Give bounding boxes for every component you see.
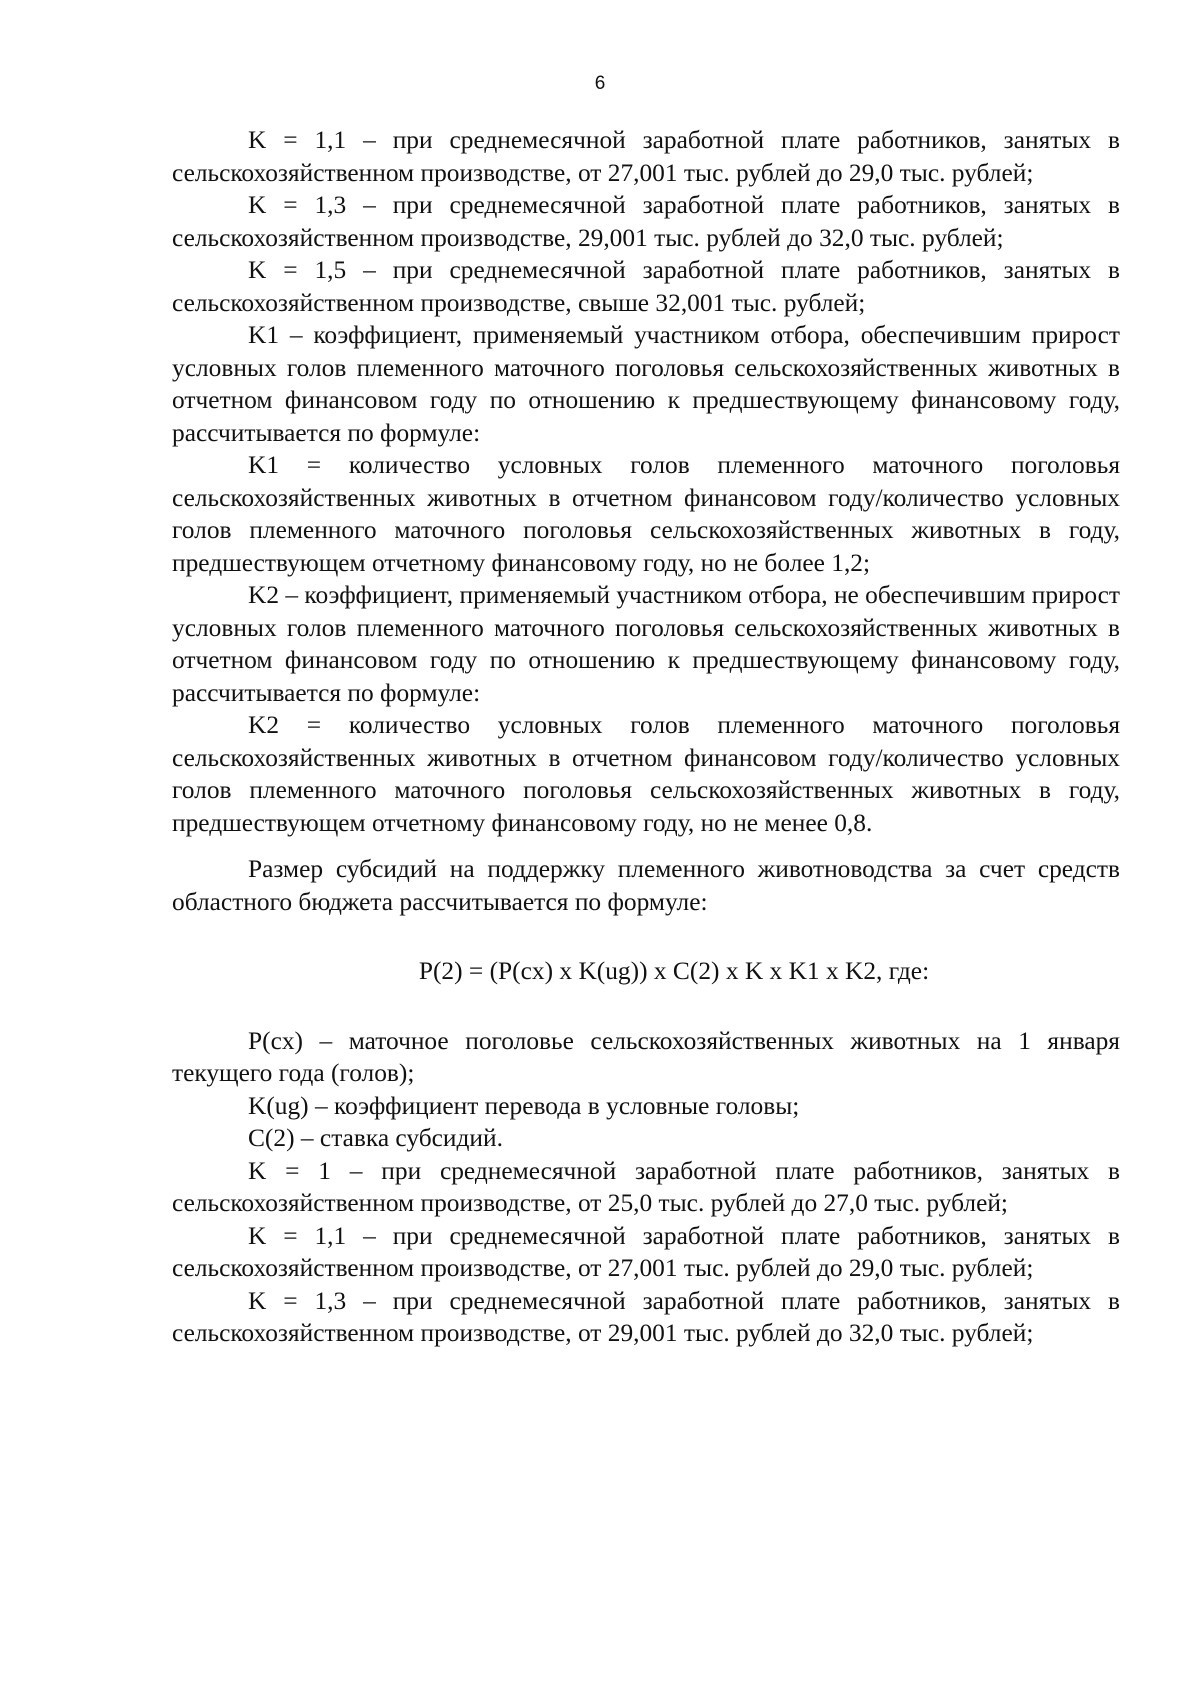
paragraph-k-1-1: K = 1,1 – при среднемесячной заработной плате работников, занятых в сельскохозяйственном производстве, от 27,001 тыс. рублей до 29,0 тыс. рублей;	[172, 126, 1120, 187]
paragraph-k-1-3-bottom: K = 1,3 – при среднемесячной заработной плате работников, занятых в сельскохозяйственном производстве, от 29,001 тыс. рублей до 32,0 тыс. рублей;	[172, 1286, 1120, 1347]
document-body	[172, 124, 1120, 1350]
paragraph-k1-formula: K1 = количество условных голов племенного маточного поголовья сельскохозяйственных животных в отчетном финансовом году/количество условных голов племенного маточного поголовья сельскохозяйственных животных в году, предшествующем отчетному финансовому году, но не более 1,2;	[172, 451, 1120, 577]
subsidy-formula: P(2) = (P(cx) x K(ug)) x C(2) x K x K1 x K2, где:	[418, 957, 930, 985]
paragraph-k-1-3: K = 1,3 – при среднемесячной заработной плате работников, занятых в сельскохозяйственном производстве, 29,001 тыс. рублей до 32,0 тыс. рублей;	[172, 191, 1120, 252]
paragraph-pcx-definition: P(cx) – маточное поголовье сельскохозяйственных животных на 1 января текущего года (голов);	[172, 1026, 1120, 1087]
paragraph-k1-definition: K1 – коэффициент, применяемый участником отбора, обеспечившим прирост условных голов племенного маточного поголовья сельскохозяйственных животных в отчетном финансовом году по отношению к предшествующему финансовому году, рассчитывается по формуле:	[172, 321, 1120, 447]
paragraph-k2-formula: K2 = количество условных голов племенного маточного поголовья сельскохозяйственных животных в отчетном финансовом году/количество условных голов племенного маточного поголовья сельскохозяйственных животных в году, предшествующем отчетному финансовому году, но не менее 0,8.	[172, 711, 1120, 837]
paragraph-k-1-5: K = 1,5 – при среднемесячной заработной плате работников, занятых в сельскохозяйственном производстве, свыше 32,001 тыс. рублей;	[172, 256, 1120, 317]
paragraph-k-1: K = 1 – при среднемесячной заработной плате работников, занятых в сельскохозяйственном производстве, от 25,0 тыс. рублей до 27,0 тыс. рублей;	[172, 1156, 1120, 1217]
paragraph-kug-definition: K(ug) – коэффициент перевода в условные головы;	[248, 1091, 800, 1120]
paragraph-c2-definition: C(2) – ставка субсидий.	[248, 1124, 503, 1152]
paragraph-subsidy-intro: Размер субсидий на поддержку племенного животноводства за счет средств областного бюджета рассчитывается по формуле:	[172, 855, 1120, 916]
page-number: 6	[594, 73, 606, 94]
paragraph-k2-definition: K2 – коэффициент, применяемый участником отбора, не обеспечившим прирост условных голов племенного маточного поголовья сельскохозяйственных животных в отчетном финансовом году по отношению к предшествующему финансовому году, рассчитывается по формуле:	[172, 581, 1121, 707]
paragraph-k-1-1-bottom: K = 1,1 – при среднемесячной заработной плате работников, занятых в сельскохозяйственном производстве, от 27,001 тыс. рублей до 29,0 тыс. рублей;	[172, 1221, 1120, 1282]
